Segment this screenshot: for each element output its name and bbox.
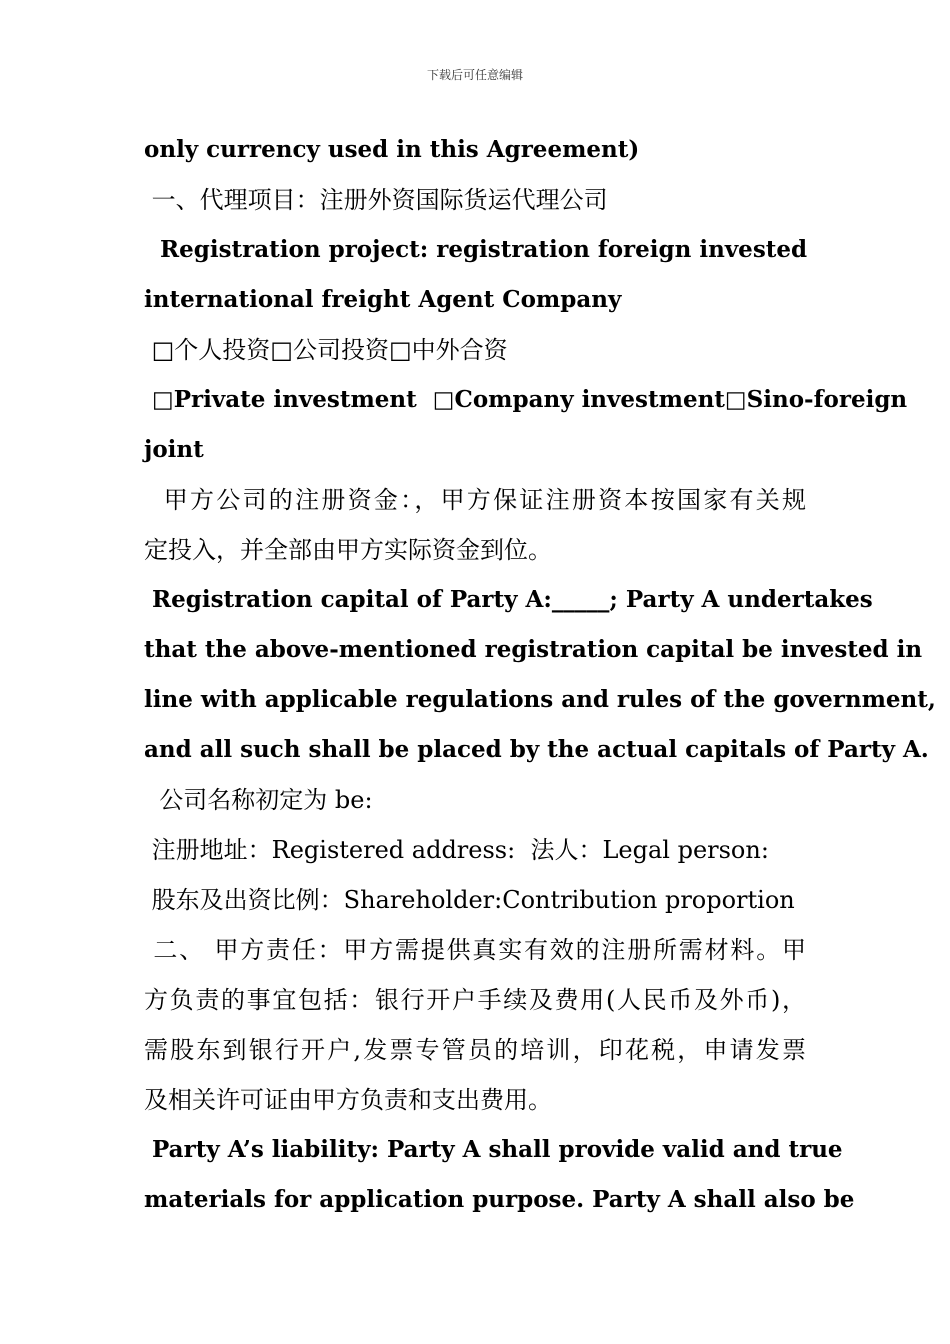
text-line: international freight Agent Company [144,286,622,313]
text-line: only currency used in this Agreement) [144,136,640,163]
document-body [144,125,936,1225]
text-line: 需股东到银行开户,发票专管员的培训，印花税，申请发票 [144,1036,806,1064]
text-line: that the above-mentioned registration capital be invested in [144,636,923,663]
text-line: 及相关许可证由甲方负责和支出费用。 [144,1086,552,1114]
text-line: Registration project: registration foreign invested [144,236,808,263]
text-line: Party A’s liability: Party A shall provide valid and true [144,1136,843,1163]
text-line: 一、代理项目：注册外资国际货运代理公司 [144,186,608,214]
text-line: □Private investment □Company investment□Sino-foreign [144,386,908,413]
text-line: Registration capital of Party A:_____; Party A undertakes [144,586,873,613]
text-line: materials for application purpose. Party A shall also be [144,1186,855,1213]
text-line: 公司名称初定为 be: [144,786,373,814]
text-line: 甲方公司的注册资金：，甲方保证注册资本按国家有关规 [144,486,806,514]
text-line: 二、 甲方责任：甲方需提供真实有效的注册所需材料。甲 [144,936,806,964]
text-line: 定投入，并全部由甲方实际资金到位。 [144,536,552,564]
text-line: 股东及出资比例：Shareholder:Contribution proportion [144,886,795,914]
text-line: 方负责的事宜包括：银行开户手续及费用(人民币及外币)， [144,986,806,1014]
text-line: and all such shall be placed by the actual capitals of Party A. [144,736,929,763]
text-line: line with applicable regulations and rules of the government, [144,686,936,713]
text-line: □个人投资□公司投资□中外合资 [144,336,508,364]
header-note: 下载后可任意编辑 [426,68,523,82]
text-line: 注册地址：Registered address: 法人：Legal person: [144,836,769,864]
text-line: joint [144,436,204,463]
